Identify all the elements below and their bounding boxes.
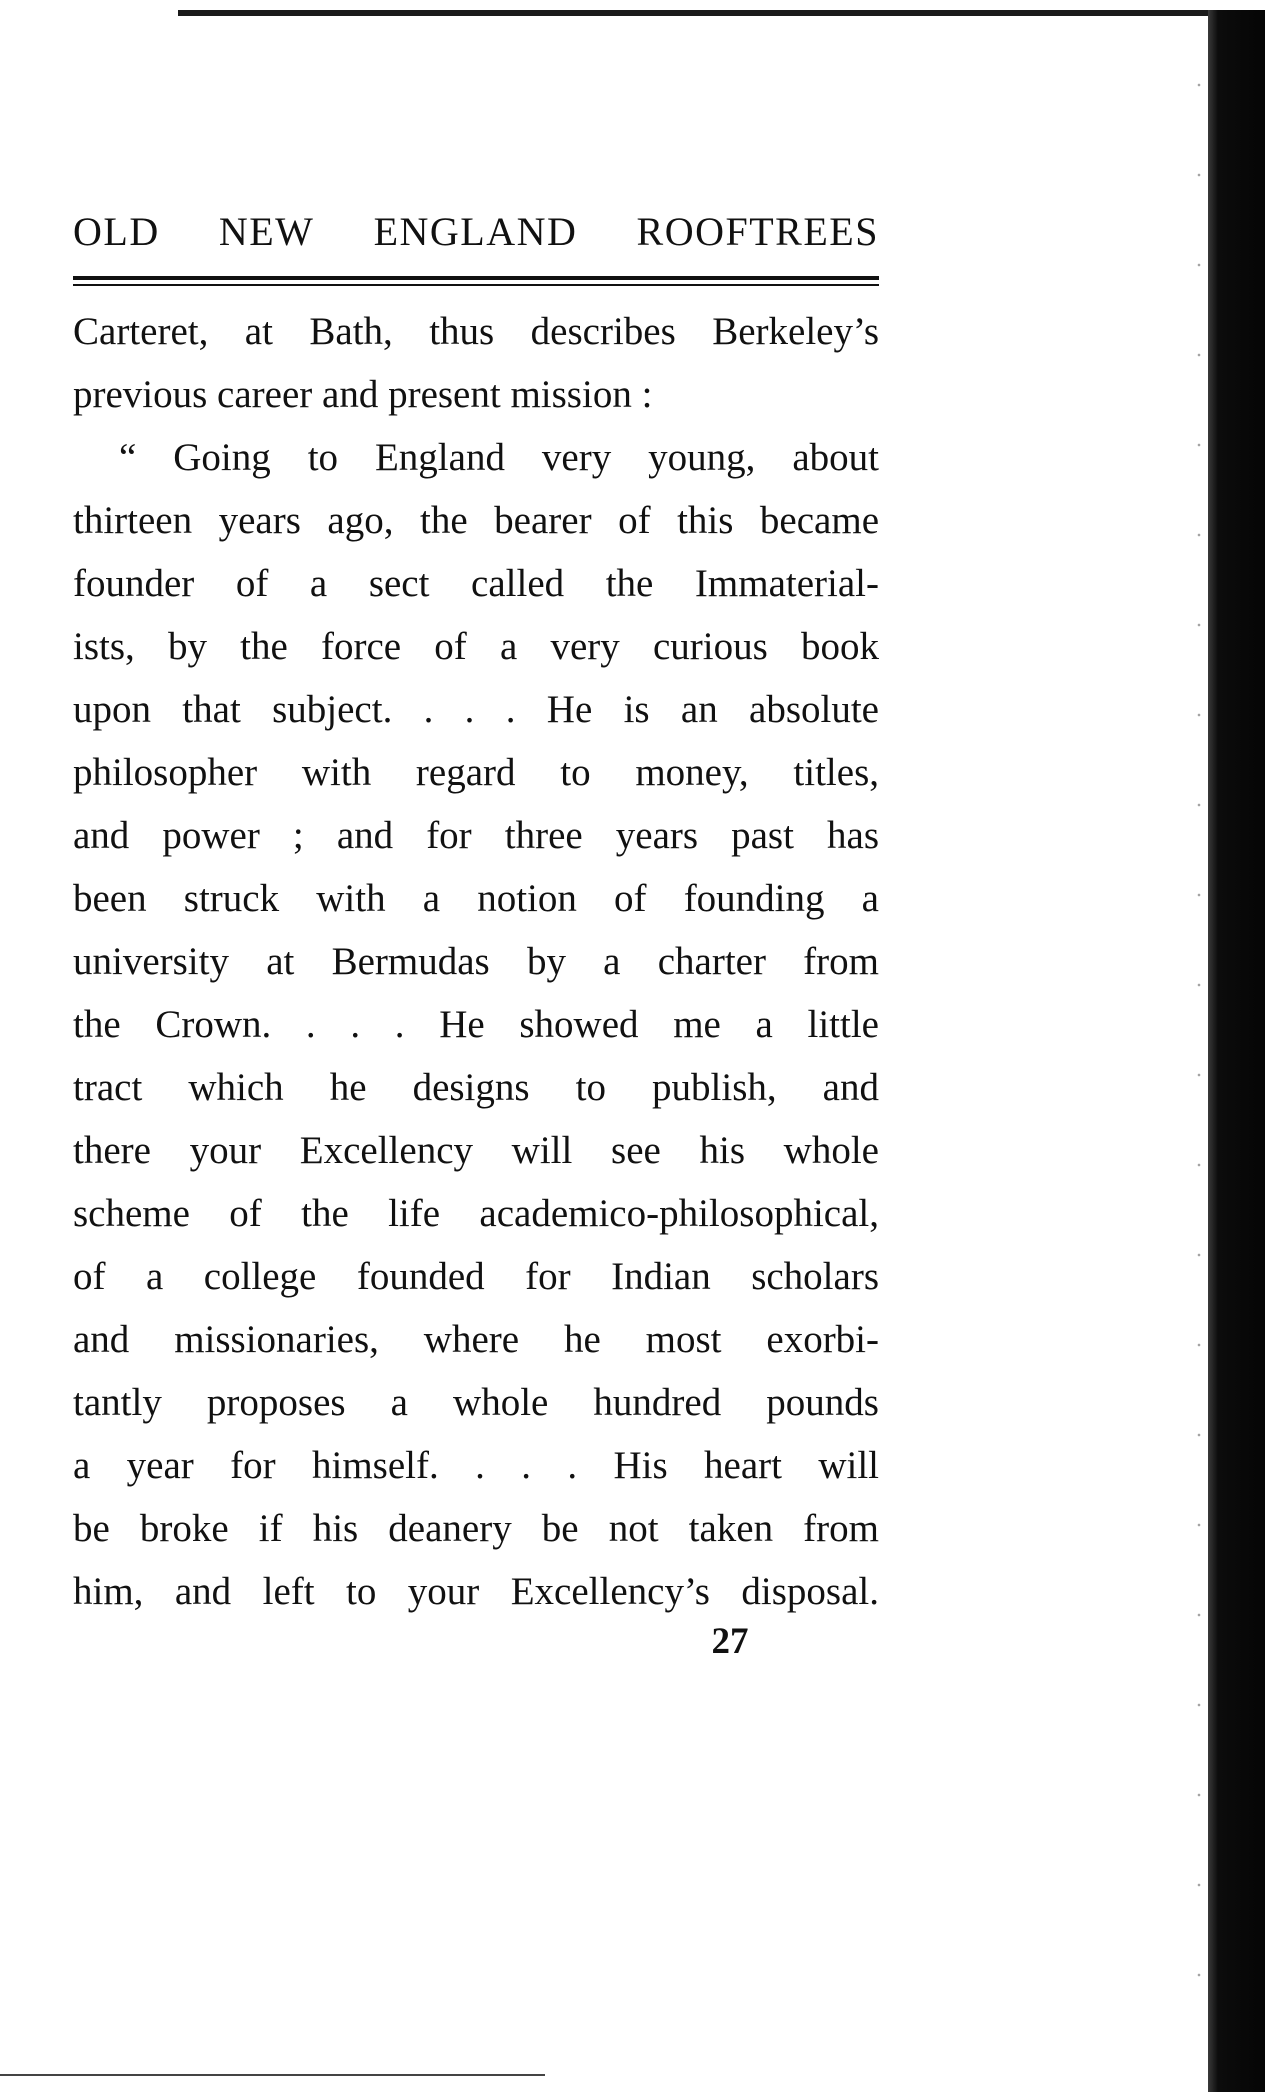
text-line: a year for himself. . . . His heart will [73, 1444, 879, 1487]
text-line: the Crown. . . . He showed me a little [73, 1003, 879, 1046]
text-line: him, and left to your Excellency’s disposal. [73, 1570, 879, 1613]
scan-specks [1192, 40, 1206, 2040]
text-line: there your Excellency will see his whole [73, 1129, 879, 1172]
running-head-word: ENGLAND [373, 209, 578, 254]
text-line: and missionaries, where he most exorbi- [73, 1318, 879, 1361]
text-line: upon that subject. . . . He is an absolute [73, 688, 879, 731]
text-line: Carteret, at Bath, thus describes Berkeley’s [73, 310, 879, 353]
top-edge-rule [178, 10, 1218, 16]
text-line: previous career and present mission : [73, 373, 653, 416]
bottom-edge-rule [0, 2074, 545, 2076]
header-rule-thick [73, 276, 879, 280]
text-line: tantly proposes a whole hundred pounds [73, 1381, 879, 1424]
body-text [73, 300, 879, 1623]
text-line: and power ; and for three years past has [73, 814, 879, 857]
header-rule-thin [73, 284, 879, 286]
page-number: 27 [711, 1621, 749, 1662]
page-edge-shadow [1208, 10, 1265, 2092]
text-line: scheme of the life academico-philosophical, [73, 1192, 879, 1235]
text-line: philosopher with regard to money, titles, [73, 751, 879, 794]
text-line: be broke if his deanery be not taken from [73, 1507, 879, 1550]
running-head-word: ROOFTREES [636, 209, 879, 254]
text-line: thirteen years ago, the bearer of this became [73, 499, 879, 542]
text-line: university at Bermudas by a charter from [73, 940, 879, 983]
text-line: of a college founded for Indian scholars [73, 1255, 879, 1298]
text-line: tract which he designs to publish, and [73, 1066, 879, 1109]
text-line: been struck with a notion of founding a [73, 877, 879, 920]
running-head-word: OLD [73, 209, 160, 254]
running-head-word: NEW [218, 209, 315, 254]
text-line: “ Going to England very young, about [119, 436, 879, 479]
running-head [73, 208, 879, 258]
text-line: founder of a sect called the Immaterial- [73, 562, 879, 605]
text-line: ists, by the force of a very curious book [73, 625, 879, 668]
